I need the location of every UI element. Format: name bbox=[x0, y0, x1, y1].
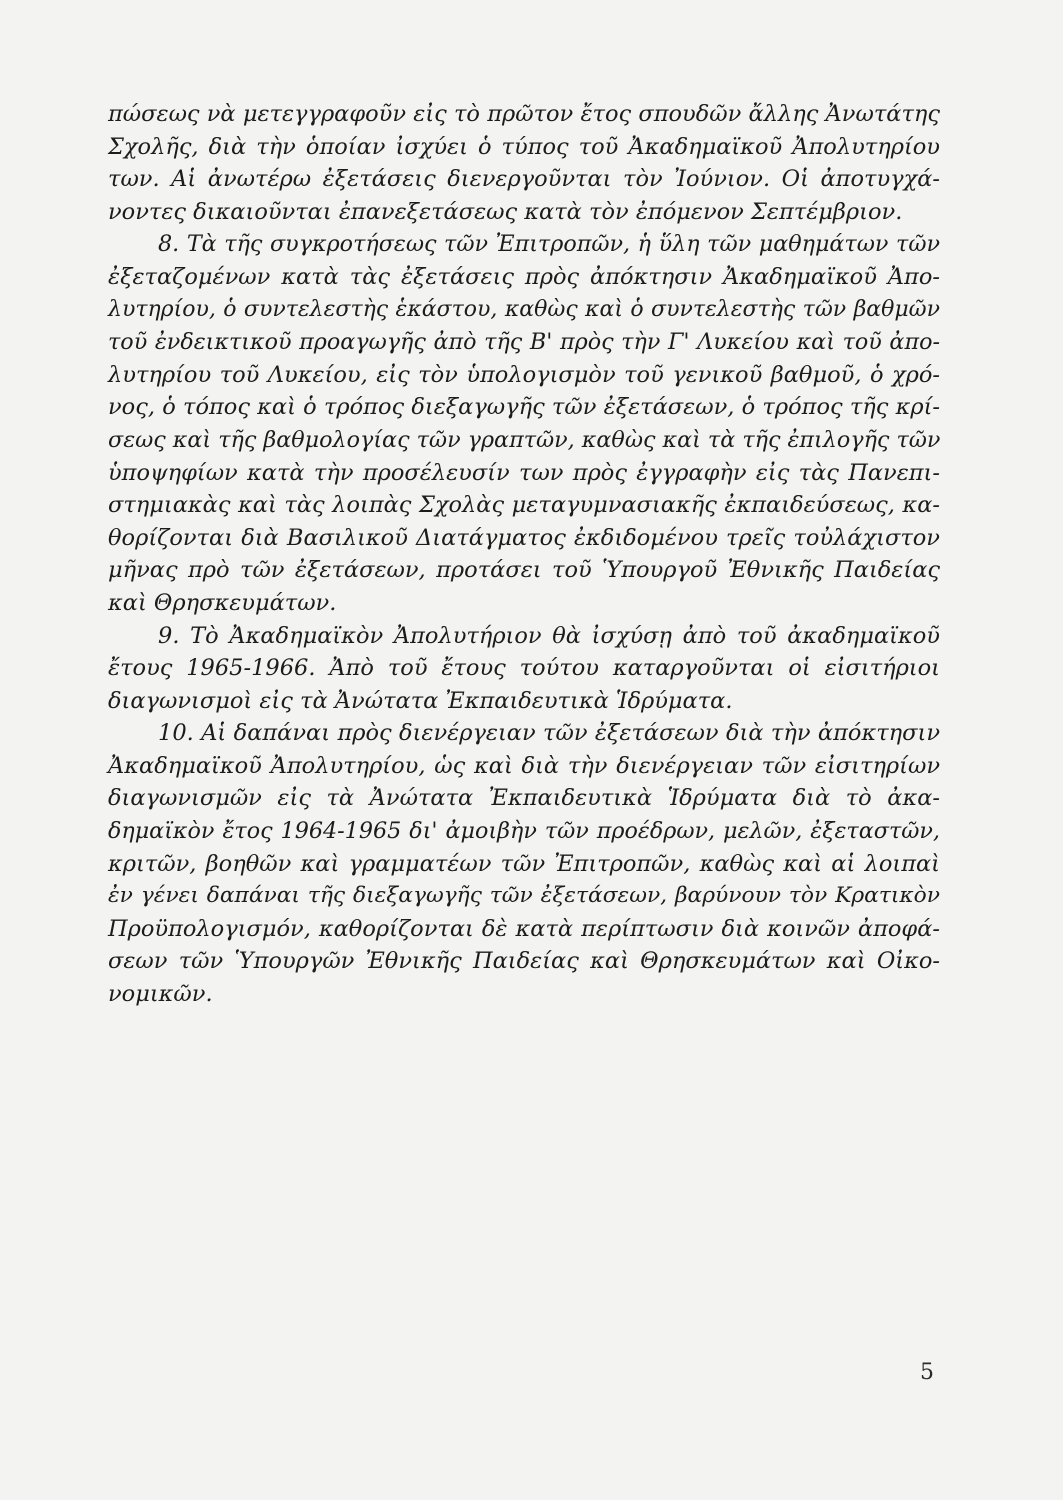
text-line: 9. Τὸ Ἀκαδημαϊκὸν Ἀπολυτήριον θὰ ἰσχύσῃ ἀπὸ τοῦ ἀκαδημαϊκοῦ bbox=[158, 622, 940, 649]
text-line: νος, ὁ τόπος καὶ ὁ τρόπος διεξαγωγῆς τῶν ἐξετάσεων, ὁ τρόπος τῆς κρί- bbox=[108, 394, 940, 421]
text-line: καὶ Θρησκευμάτων. bbox=[108, 589, 337, 616]
text-line: ἔτους 1965-1966. Ἀπὸ τοῦ ἔτους τούτου καταργοῦνται οἱ εἰσιτήριοι bbox=[108, 655, 940, 682]
text-line: 8. Τὰ τῆς συγκροτήσεως τῶν Ἐπιτροπῶν, ἡ ὕλη τῶν μαθημάτων τῶν bbox=[158, 231, 940, 258]
text-line: διαγωνισμοὶ εἰς τὰ Ἀνώτατα Ἐκπαιδευτικὰ Ἱδρύματα. bbox=[108, 687, 733, 714]
text-line: δημαϊκὸν ἔτος 1964-1965 δι' ἀμοιβὴν τῶν προέδρων, μελῶν, ἐξεταστῶν, bbox=[108, 818, 940, 845]
text-line: κριτῶν, βοηθῶν καὶ γραμματέων τῶν Ἐπιτροπῶν, καθὼς καὶ αἱ λοιπαὶ bbox=[108, 850, 940, 877]
text-line: 10. Αἱ δαπάναι πρὸς διενέργειαν τῶν ἐξετάσεων διὰ τὴν ἀπόκτησιν bbox=[158, 720, 940, 747]
text-line: στημιακὰς καὶ τὰς λοιπὰς Σχολὰς μεταγυμνασιακῆς ἐκπαιδεύσεως, κα- bbox=[108, 492, 940, 519]
text-line: τοῦ ἐνδεικτικοῦ προαγωγῆς ἀπὸ τῆς Β' πρὸς τὴν Γ' Λυκείου καὶ τοῦ ἀπο- bbox=[108, 329, 940, 356]
text-line: διαγωνισμῶν εἰς τὰ Ἀνώτατα Ἐκπαιδευτικὰ Ἱδρύματα διὰ τὸ ἀκα- bbox=[108, 785, 940, 812]
text-line: μῆνας πρὸ τῶν ἐξετάσεων, προτάσει τοῦ Ὑπουργοῦ Ἐθνικῆς Παιδείας bbox=[108, 557, 940, 584]
text-line: ἐξεταζομένων κατὰ τὰς ἐξετάσεις πρὸς ἀπόκτησιν Ἀκαδημαϊκοῦ Ἀπο- bbox=[108, 263, 940, 290]
text-line: λυτηρίου, ὁ συντελεστὴς ἑκάστου, καθὼς καὶ ὁ συντελεστὴς τῶν βαθμῶν bbox=[108, 296, 940, 322]
text-line: ἐν γένει δαπάναι τῆς διεξαγωγῆς τῶν ἐξετάσεων, βαρύνουν τὸν Κρατικὸν bbox=[108, 883, 940, 909]
text-line: Προϋπολογισμόν, καθορίζονται δὲ κατὰ περίπτωσιν διὰ κοινῶν ἀποφά- bbox=[108, 915, 940, 942]
text-line: σεων τῶν Ὑπουργῶν Ἐθνικῆς Παιδείας καὶ Θρησκευμάτων καὶ Οἰκο- bbox=[108, 948, 940, 975]
text-line: πώσεως νὰ μετεγγραφοῦν εἰς τὸ πρῶτον ἔτος σπουδῶν ἄλλης Ἀνωτάτης bbox=[108, 101, 940, 127]
text-line: Ἀκαδημαϊκοῦ Ἀπολυτηρίου, ὡς καὶ διὰ τὴν διενέργειαν τῶν εἰσιτηρίων bbox=[108, 752, 940, 779]
text-line: Σχολῆς, διὰ τὴν ὁποίαν ἰσχύει ὁ τύπος τοῦ Ἀκαδημαϊκοῦ Ἀπολυτηρίου bbox=[108, 133, 940, 160]
page-body bbox=[108, 98, 940, 1011]
text-line: των. Αἱ ἀνωτέρω ἐξετάσεις διενεργοῦνται τὸν Ἰούνιον. Οἱ ἀποτυγχά- bbox=[108, 166, 940, 193]
text-line: λυτηρίου τοῦ Λυκείου, εἰς τὸν ὑπολογισμὸν τοῦ γενικοῦ βαθμοῦ, ὁ χρό- bbox=[108, 361, 940, 388]
text-line: νοντες δικαιοῦνται ἐπανεξετάσεως κατὰ τὸν ἐπόμενον Σεπτέμβριον. bbox=[108, 198, 903, 225]
text-line: σεως καὶ τῆς βαθμολογίας τῶν γραπτῶν, καθὼς καὶ τὰ τῆς ἐπιλογῆς τῶν bbox=[108, 426, 941, 453]
page-number: 5 bbox=[920, 1360, 934, 1385]
text-line: νομικῶν. bbox=[108, 981, 213, 1008]
text-line: θορίζονται διὰ Βασιλικοῦ Διατάγματος ἐκδιδομένου τρεῖς τοὐλάχιστον bbox=[108, 524, 940, 551]
text-line: ὑποψηφίων κατὰ τὴν προσέλευσίν των πρὸς ἐγγραφὴν εἰς τὰς Πανεπι- bbox=[108, 459, 940, 486]
